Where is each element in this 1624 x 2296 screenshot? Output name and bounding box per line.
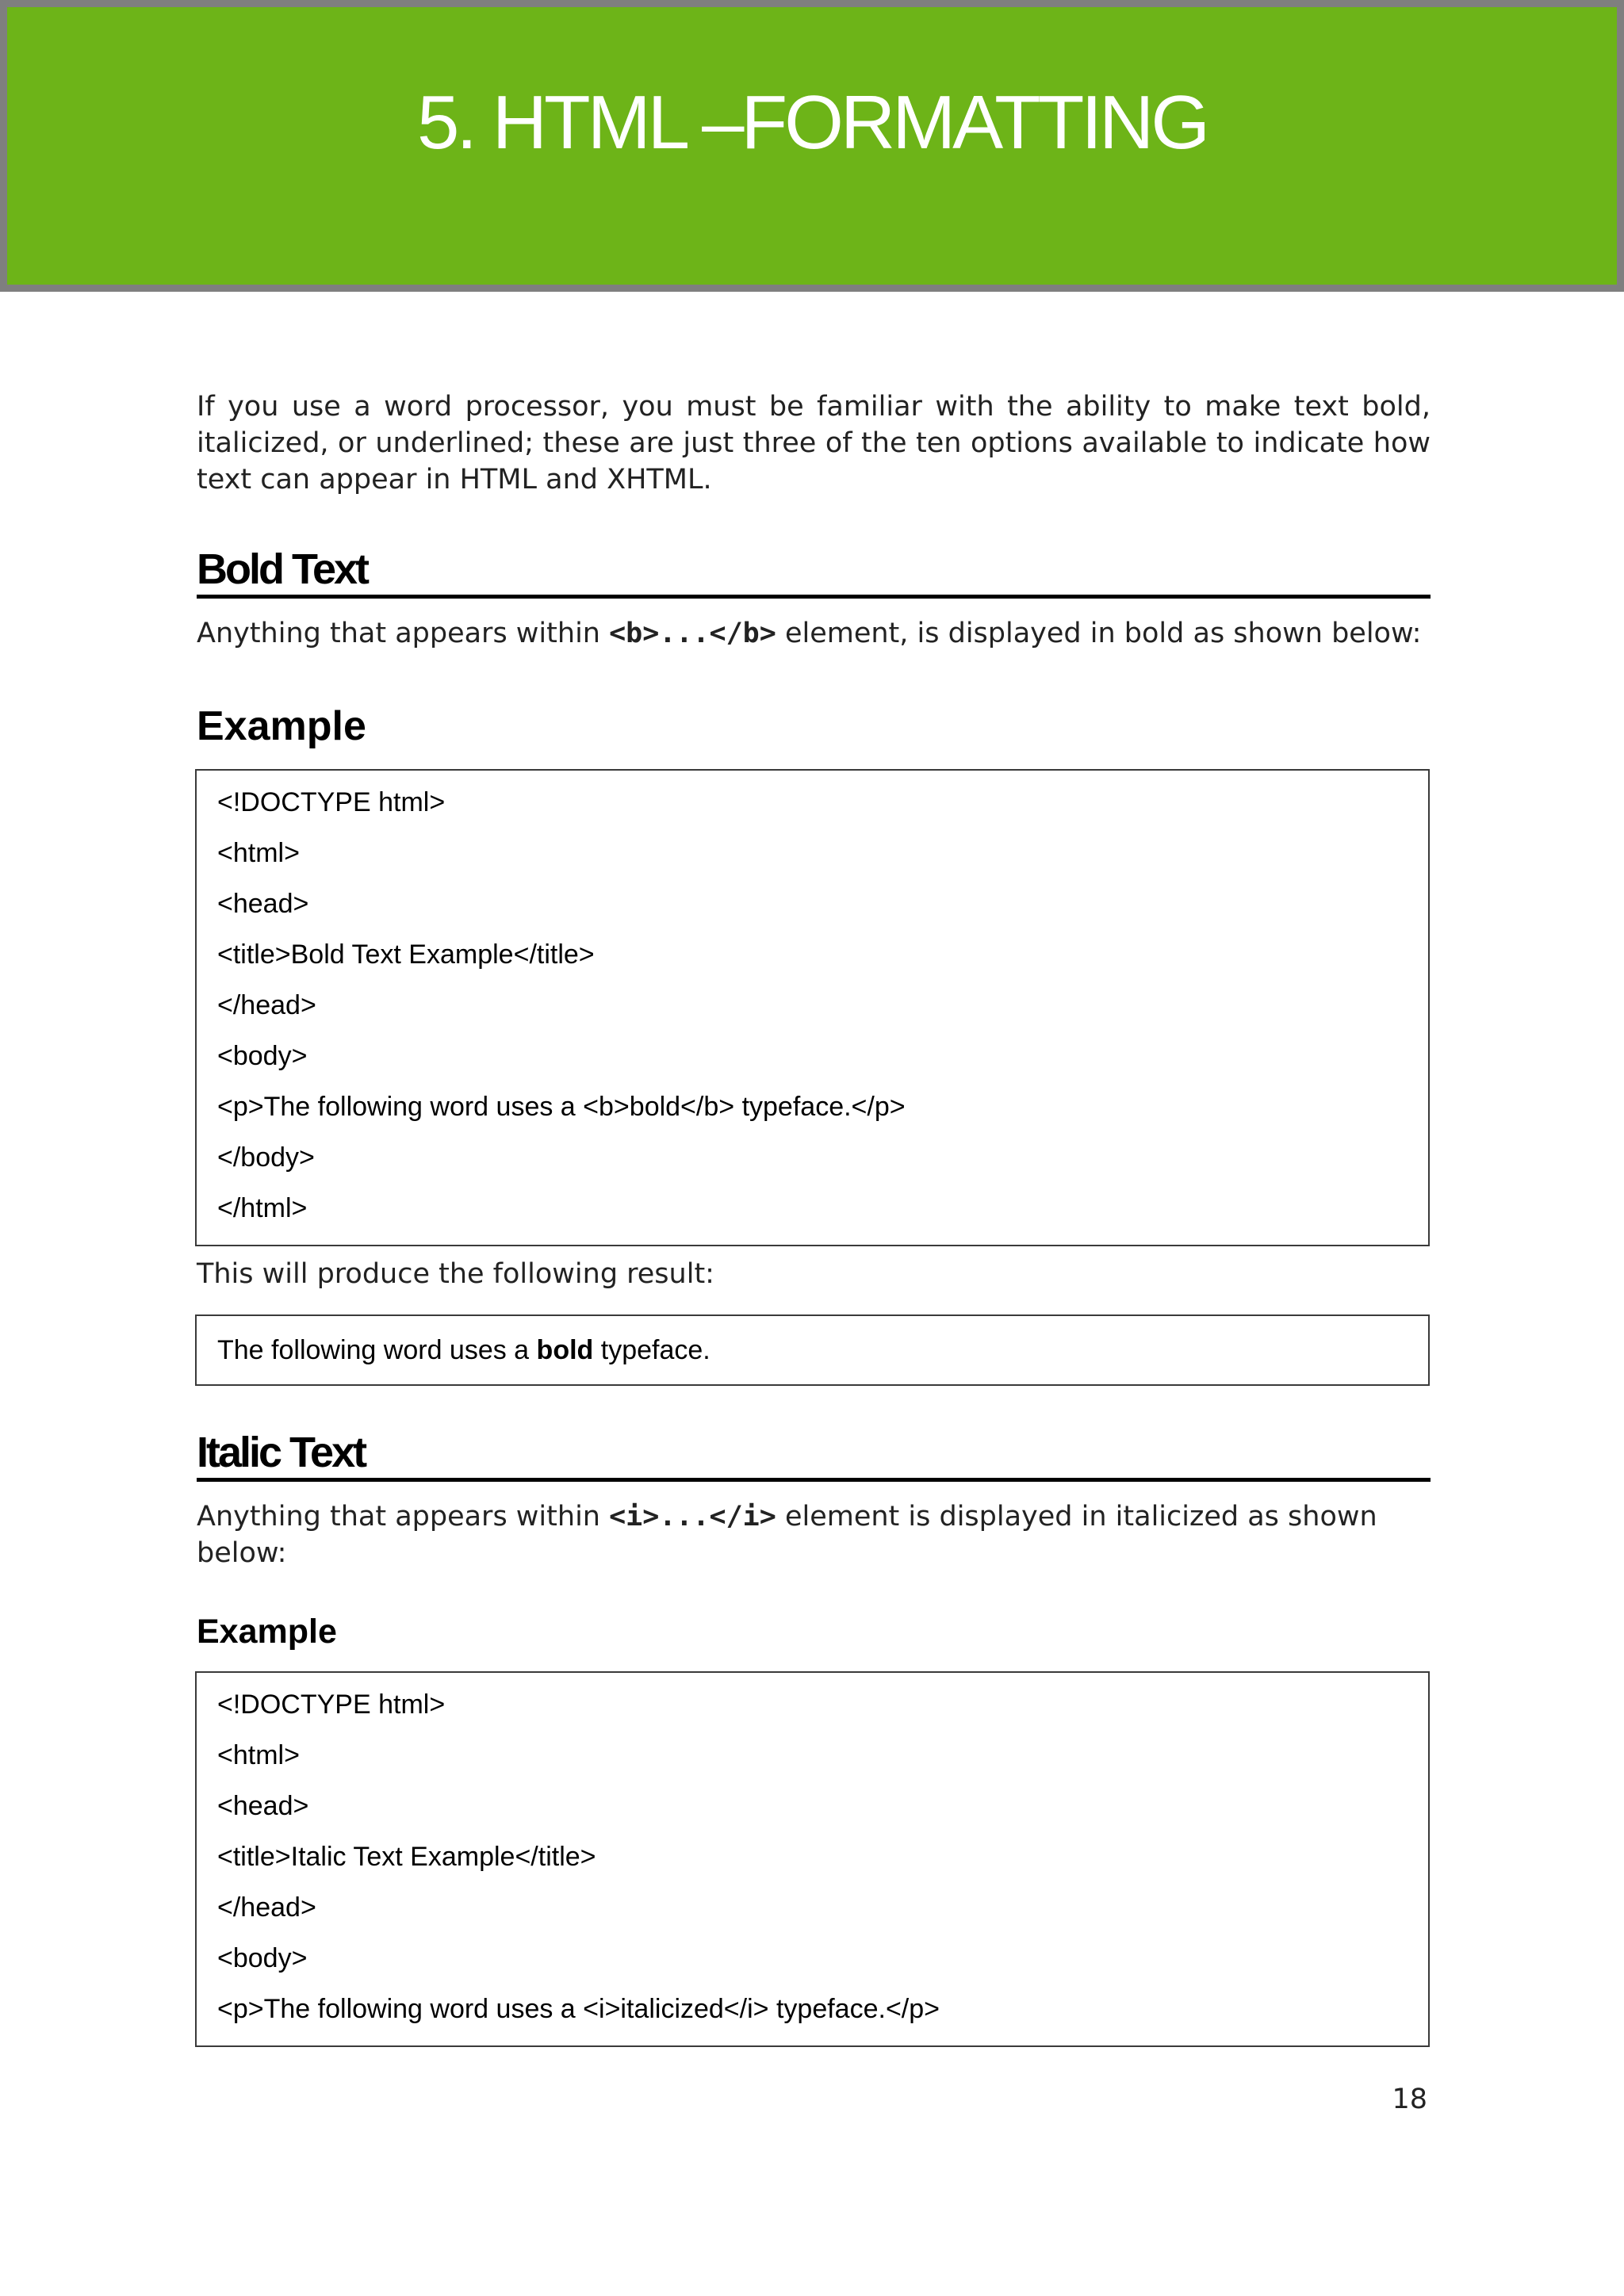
result-text: The following word uses a	[217, 1335, 537, 1365]
code-line: <head>	[217, 1791, 309, 1821]
code-line: </head>	[217, 990, 316, 1020]
code-line: <!DOCTYPE html>	[217, 787, 446, 817]
bold-description-text-end: element, is displayed in bold as shown below:	[776, 618, 1422, 649]
chapter-title: 5. HTML –FORMATTING	[416, 80, 1208, 165]
italic-description-text: Anything that appears within	[197, 1501, 610, 1533]
page-number: 18	[1392, 2084, 1427, 2115]
code-line: <title>Italic Text Example</title>	[217, 1842, 596, 1872]
code-example-bold	[195, 769, 1430, 1246]
italic-description-text-end: element is displayed in italicized as shown below:	[197, 1501, 1377, 1569]
section-heading-bold-text: Bold Text	[197, 545, 1431, 599]
code-line: <body>	[217, 1943, 308, 1973]
bold-description	[197, 615, 1431, 652]
code-line: </html>	[217, 1193, 308, 1223]
code-line: <p>The following word uses a <i>italicized</i> typeface.</p>	[217, 1994, 940, 2024]
section-heading-italic-text: Italic Text	[197, 1429, 1431, 1482]
code-line: <body>	[217, 1041, 308, 1071]
bold-description-text: Anything that appears within	[197, 618, 610, 649]
italic-description	[197, 1498, 1402, 1571]
result-bold-word: bold	[536, 1335, 594, 1365]
code-line: <head>	[217, 889, 309, 919]
code-line: <p>The following word uses a <b>bold</b> typeface.</p>	[217, 1092, 906, 1122]
code-line: <html>	[217, 838, 300, 868]
result-text-end: typeface.	[593, 1335, 710, 1365]
code-line: <!DOCTYPE html>	[217, 1689, 446, 1720]
code-line: </body>	[217, 1142, 315, 1173]
result-intro: This will produce the following result:	[197, 1258, 714, 1290]
code-line: </head>	[217, 1892, 316, 1923]
intro-paragraph: If you use a word processor, you must be familiar with the ability to make text bold, italicized, or underlined; these are just three of the ten options available to indicate how text can appear in HTML and XHTML.	[197, 391, 1431, 496]
example-label-bold: Example	[197, 703, 366, 749]
chapter-banner	[0, 0, 1624, 292]
code-line: <title>Bold Text Example</title>	[217, 939, 595, 970]
italic-tag-code: <i>...</i>	[609, 1501, 776, 1533]
code-line: <html>	[217, 1740, 300, 1770]
bold-tag-code: <b>...</b>	[609, 618, 776, 649]
example-label-italic: Example	[197, 1613, 337, 1651]
code-example-italic	[195, 1671, 1430, 2047]
result-output-bold	[195, 1314, 1430, 1386]
